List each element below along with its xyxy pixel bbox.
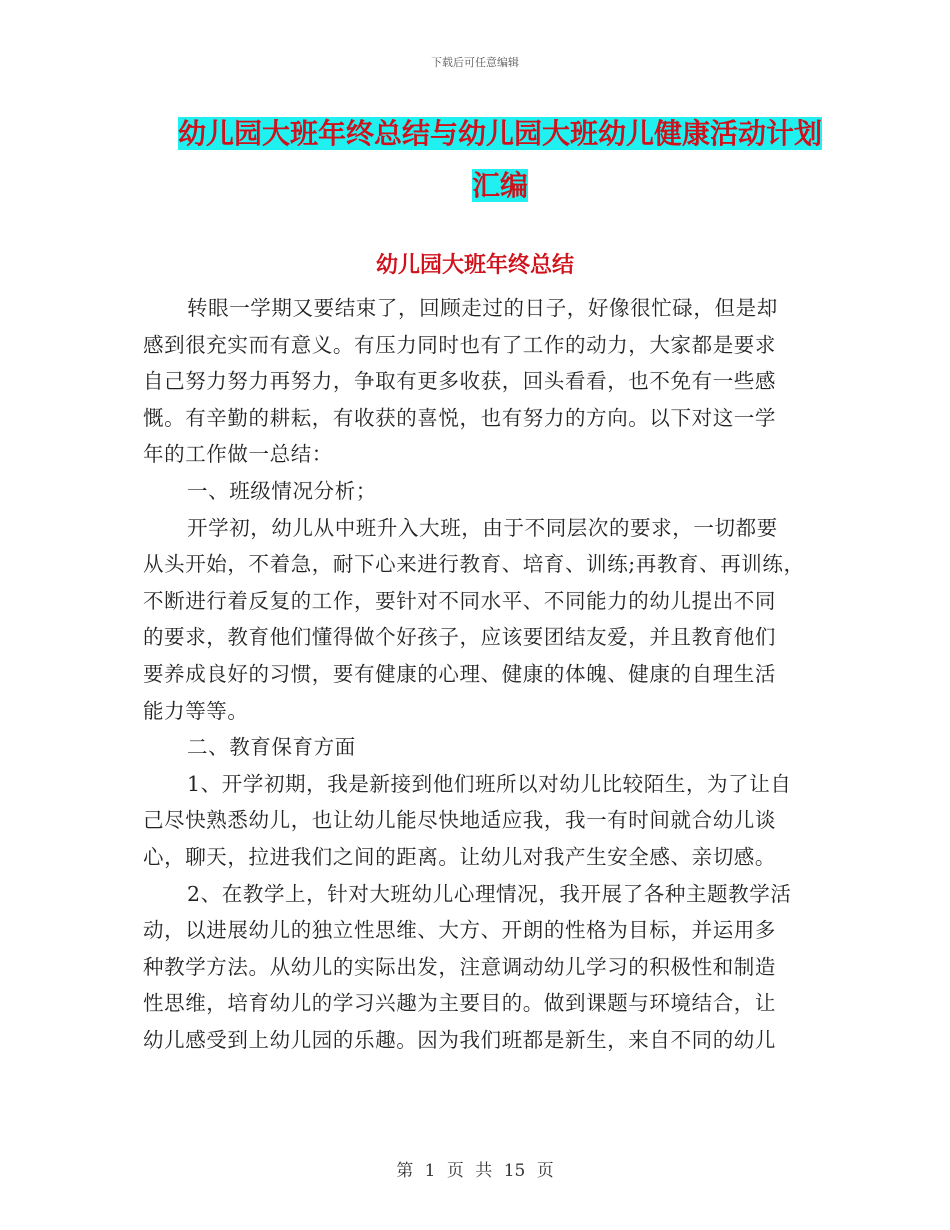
page-number-footer: 第 1 页 共 15 页 <box>396 1161 554 1181</box>
paragraph-line: 感到很充实而有意义。有压力同时也有了工作的动力，大家都是要求 <box>143 332 776 357</box>
subsection-heading: 一、班级情况分析； <box>187 478 377 503</box>
paragraph-line: 转眼一学期又要结束了，回顾走过的日子，好像很忙碌，但是却 <box>187 296 778 320</box>
paragraph-line: 自己努力努力再努力，争取有更多收获，回头看看，也不免有一些感 <box>143 369 776 394</box>
paragraph-line: 能力等等。 <box>143 698 249 723</box>
paragraph-line: 的要求，教育他们懂得做个好孩子，应该要团结友爱，并且教育他们 <box>143 625 776 650</box>
paragraph-line: 开学初，幼儿从中班升入大班，由于不同层次的要求，一切都要 <box>187 515 778 540</box>
paragraph-line: 1、开学初期，我是新接到他们班所以对幼儿比较陌生，为了让自 <box>187 771 792 796</box>
paragraph-line: 从头开始，不着急，耐下心来进行教育、培育、训练;再教育、再训练， <box>143 552 805 577</box>
document-title-line-1: 幼儿园大班年终总结与幼儿园大班幼儿健康活动计划 <box>177 117 822 150</box>
section-heading: 幼儿园大班年终总结 <box>375 253 574 278</box>
paragraph-line: 己尽快熟悉幼儿，也让幼儿能尽快地适应我，我一有时间就合幼儿谈 <box>143 808 776 833</box>
paragraph-line: 不断进行着反复的工作，要针对不同水平、不同能力的幼儿提出不同 <box>143 588 776 613</box>
paragraph-line: 慨。有辛勤的耕耘，有收获的喜悦，也有努力的方向。以下对这一学 <box>143 405 776 430</box>
paragraph-line: 性思维，培育幼儿的学习兴趣为主要目的。做到课题与环境结合，让 <box>143 991 776 1016</box>
body-text <box>143 290 813 1058</box>
paragraph-line: 心，聊天，拉进我们之间的距离。让幼儿对我产生安全感、亲切感。 <box>143 844 776 869</box>
paragraph-line: 2、在教学上，针对大班幼儿心理情况，我开展了各种主题教学活 <box>187 881 792 906</box>
paragraph-line: 年的工作做一总结： <box>143 442 333 467</box>
paragraph-line: 幼儿感受到上幼儿园的乐趣。因为我们班都是新生，来自不同的幼儿 <box>143 1027 776 1052</box>
paragraph-line: 种教学方法。从幼儿的实际出发，注意调动幼儿学习的积极性和制造 <box>143 954 776 979</box>
document-title <box>150 108 850 212</box>
paragraph-line: 动，以进展幼儿的独立性思维、大方、开朗的性格为目标，并运用多 <box>143 918 776 943</box>
subsection-heading: 二、教育保育方面 <box>187 735 356 760</box>
paragraph-line: 要养成良好的习惯，要有健康的心理、健康的体魄、健康的自理生活 <box>143 661 776 686</box>
document-title-line-2: 汇编 <box>471 169 528 202</box>
page-header-note: 下载后可任意编辑 <box>431 56 519 69</box>
